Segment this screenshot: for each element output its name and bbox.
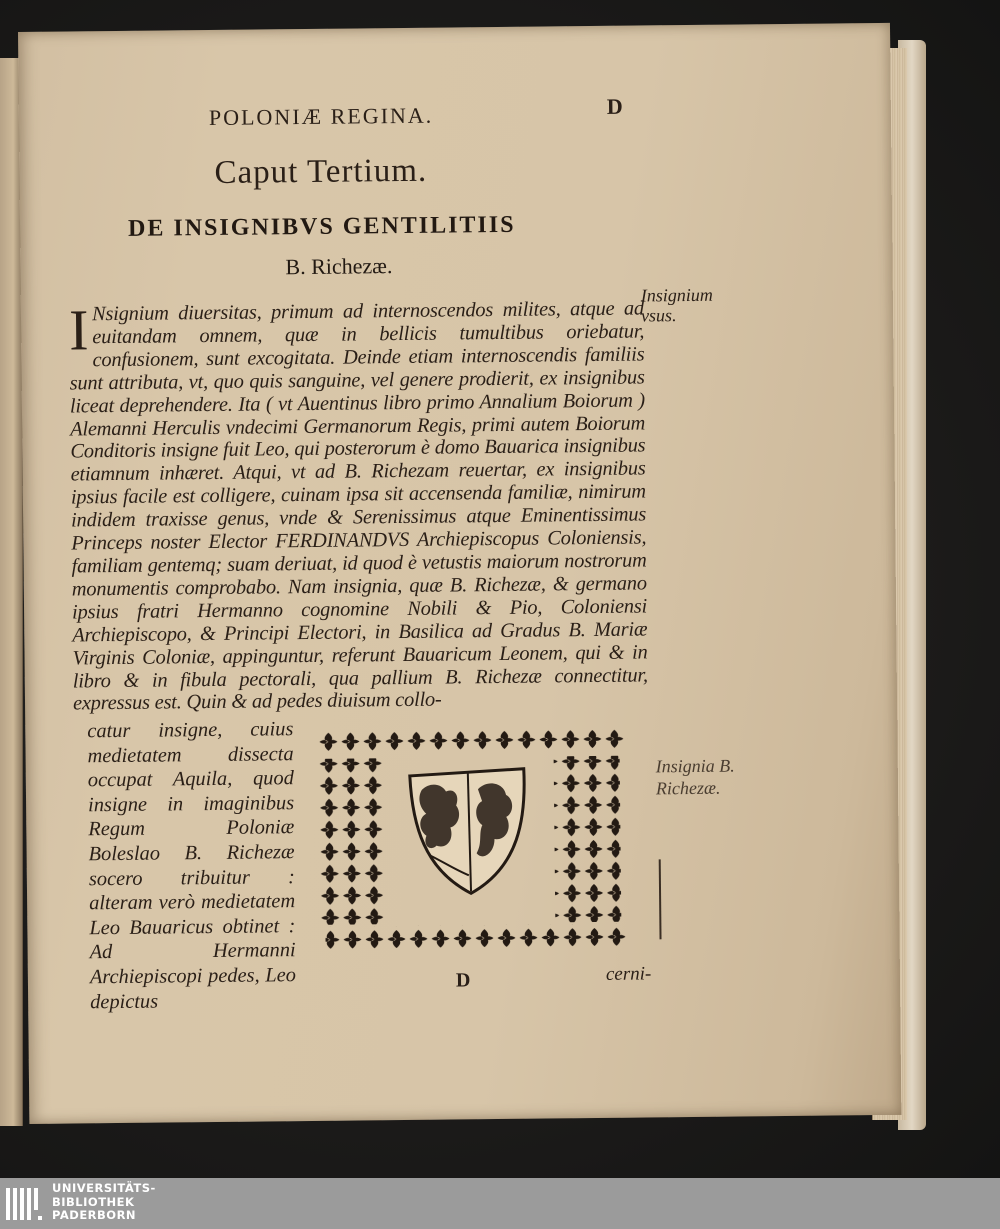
library-name-line2: BIBLIOTHEK (52, 1194, 135, 1209)
library-name-line1: UNIVERSITÄTS- (52, 1181, 156, 1195)
signature-mark-bottom: D (455, 969, 471, 992)
library-name-line3: PADERBORN (52, 1208, 137, 1222)
drop-cap: I (68, 297, 89, 363)
side-column-text: catur insigne, cuius medietatem dissecta occupat Aquila, quod insigne in imaginibus Regum Poloniæ Boleslao B. Richezæ socero tribuitur : alteram verò medietatem Leo Bauaricus obtinet : Ad Hermanni Archiepiscopi pedes, Leo depictus (87, 718, 297, 1013)
ornament-border-right (554, 756, 622, 923)
library-name (52, 1182, 156, 1223)
body-text: Nsignium diuersitas, primum ad internoscendos milites, atque ad euitandam omnem, quæ in bellicis tumultibus oriebatur, confusionem, sunt excogitata. Deinde etiam internoscendis familiis sunt attributa, vt, quo quis sanguine, vel genere prodierit, ex insignibus liceat deprehendere. Ita ( vt Auentinus libro primo Annalium Boiorum ) Alemanni Herculis vndecimi Germanorum Regis, primi autem Boiorum Conditoris insigne fuit Leo, qui posterorum è domo Bauarica insignibus etiamnum inhæret. Atqui, vt ad B. Richezam reuertar, ex insignibus ipsius facile est colligere, cuinam ipsa sit accensenda familiæ, nimirum indidem traxisse genus, vnde & Serenissimus atque Eminentissimus Princeps noster Elector FERDINANDVS Archiepiscopus Coloniensis, familiam gentemq; suam deriuat, id quod è vetustis maiorum nostrorum monumentis comprobabo. Nam insignia, quæ B. Richezæ, & germano ipsius fratri Hermanno cognomine Nobili & Pio, Coloniensi Archiepiscopo, & Principi Electori, in Basilica ad Gradus B. Mariæ Virginis Coloniæ, appinguntur, referunt Bauaricum Leonem, qui & in libro & in fibula pectorali, qua pallium B. Richezæ connectitur, expressus est. Quin & ad pedes diuisum collo- (69, 297, 648, 715)
running-head: POLONIÆ REGINA. (208, 102, 434, 131)
print-rule-mark (659, 859, 662, 939)
section-title: DE INSIGNIBVS GENTILITIIS (127, 211, 516, 242)
library-footer-bar (0, 1178, 1000, 1229)
shield-icon (410, 769, 526, 894)
signature-mark-top: D (606, 93, 623, 119)
section-subtitle: B. Richezæ. (285, 253, 393, 280)
body-paragraph (69, 297, 648, 715)
university-library-logo-icon (4, 1184, 44, 1224)
book-page (18, 23, 901, 1124)
ornament-border-top (317, 728, 627, 753)
margin-note-insignia: Insignia B. Richezæ. (655, 755, 735, 799)
ornament-border-bottom (325, 924, 629, 949)
coat-of-arms-woodcut (317, 728, 629, 953)
catchword: cerni- (605, 963, 652, 985)
margin-note: Insignium vsus. (640, 284, 713, 326)
ornament-border-left (318, 758, 386, 925)
chapter-heading: Caput Tertium. (214, 152, 428, 191)
